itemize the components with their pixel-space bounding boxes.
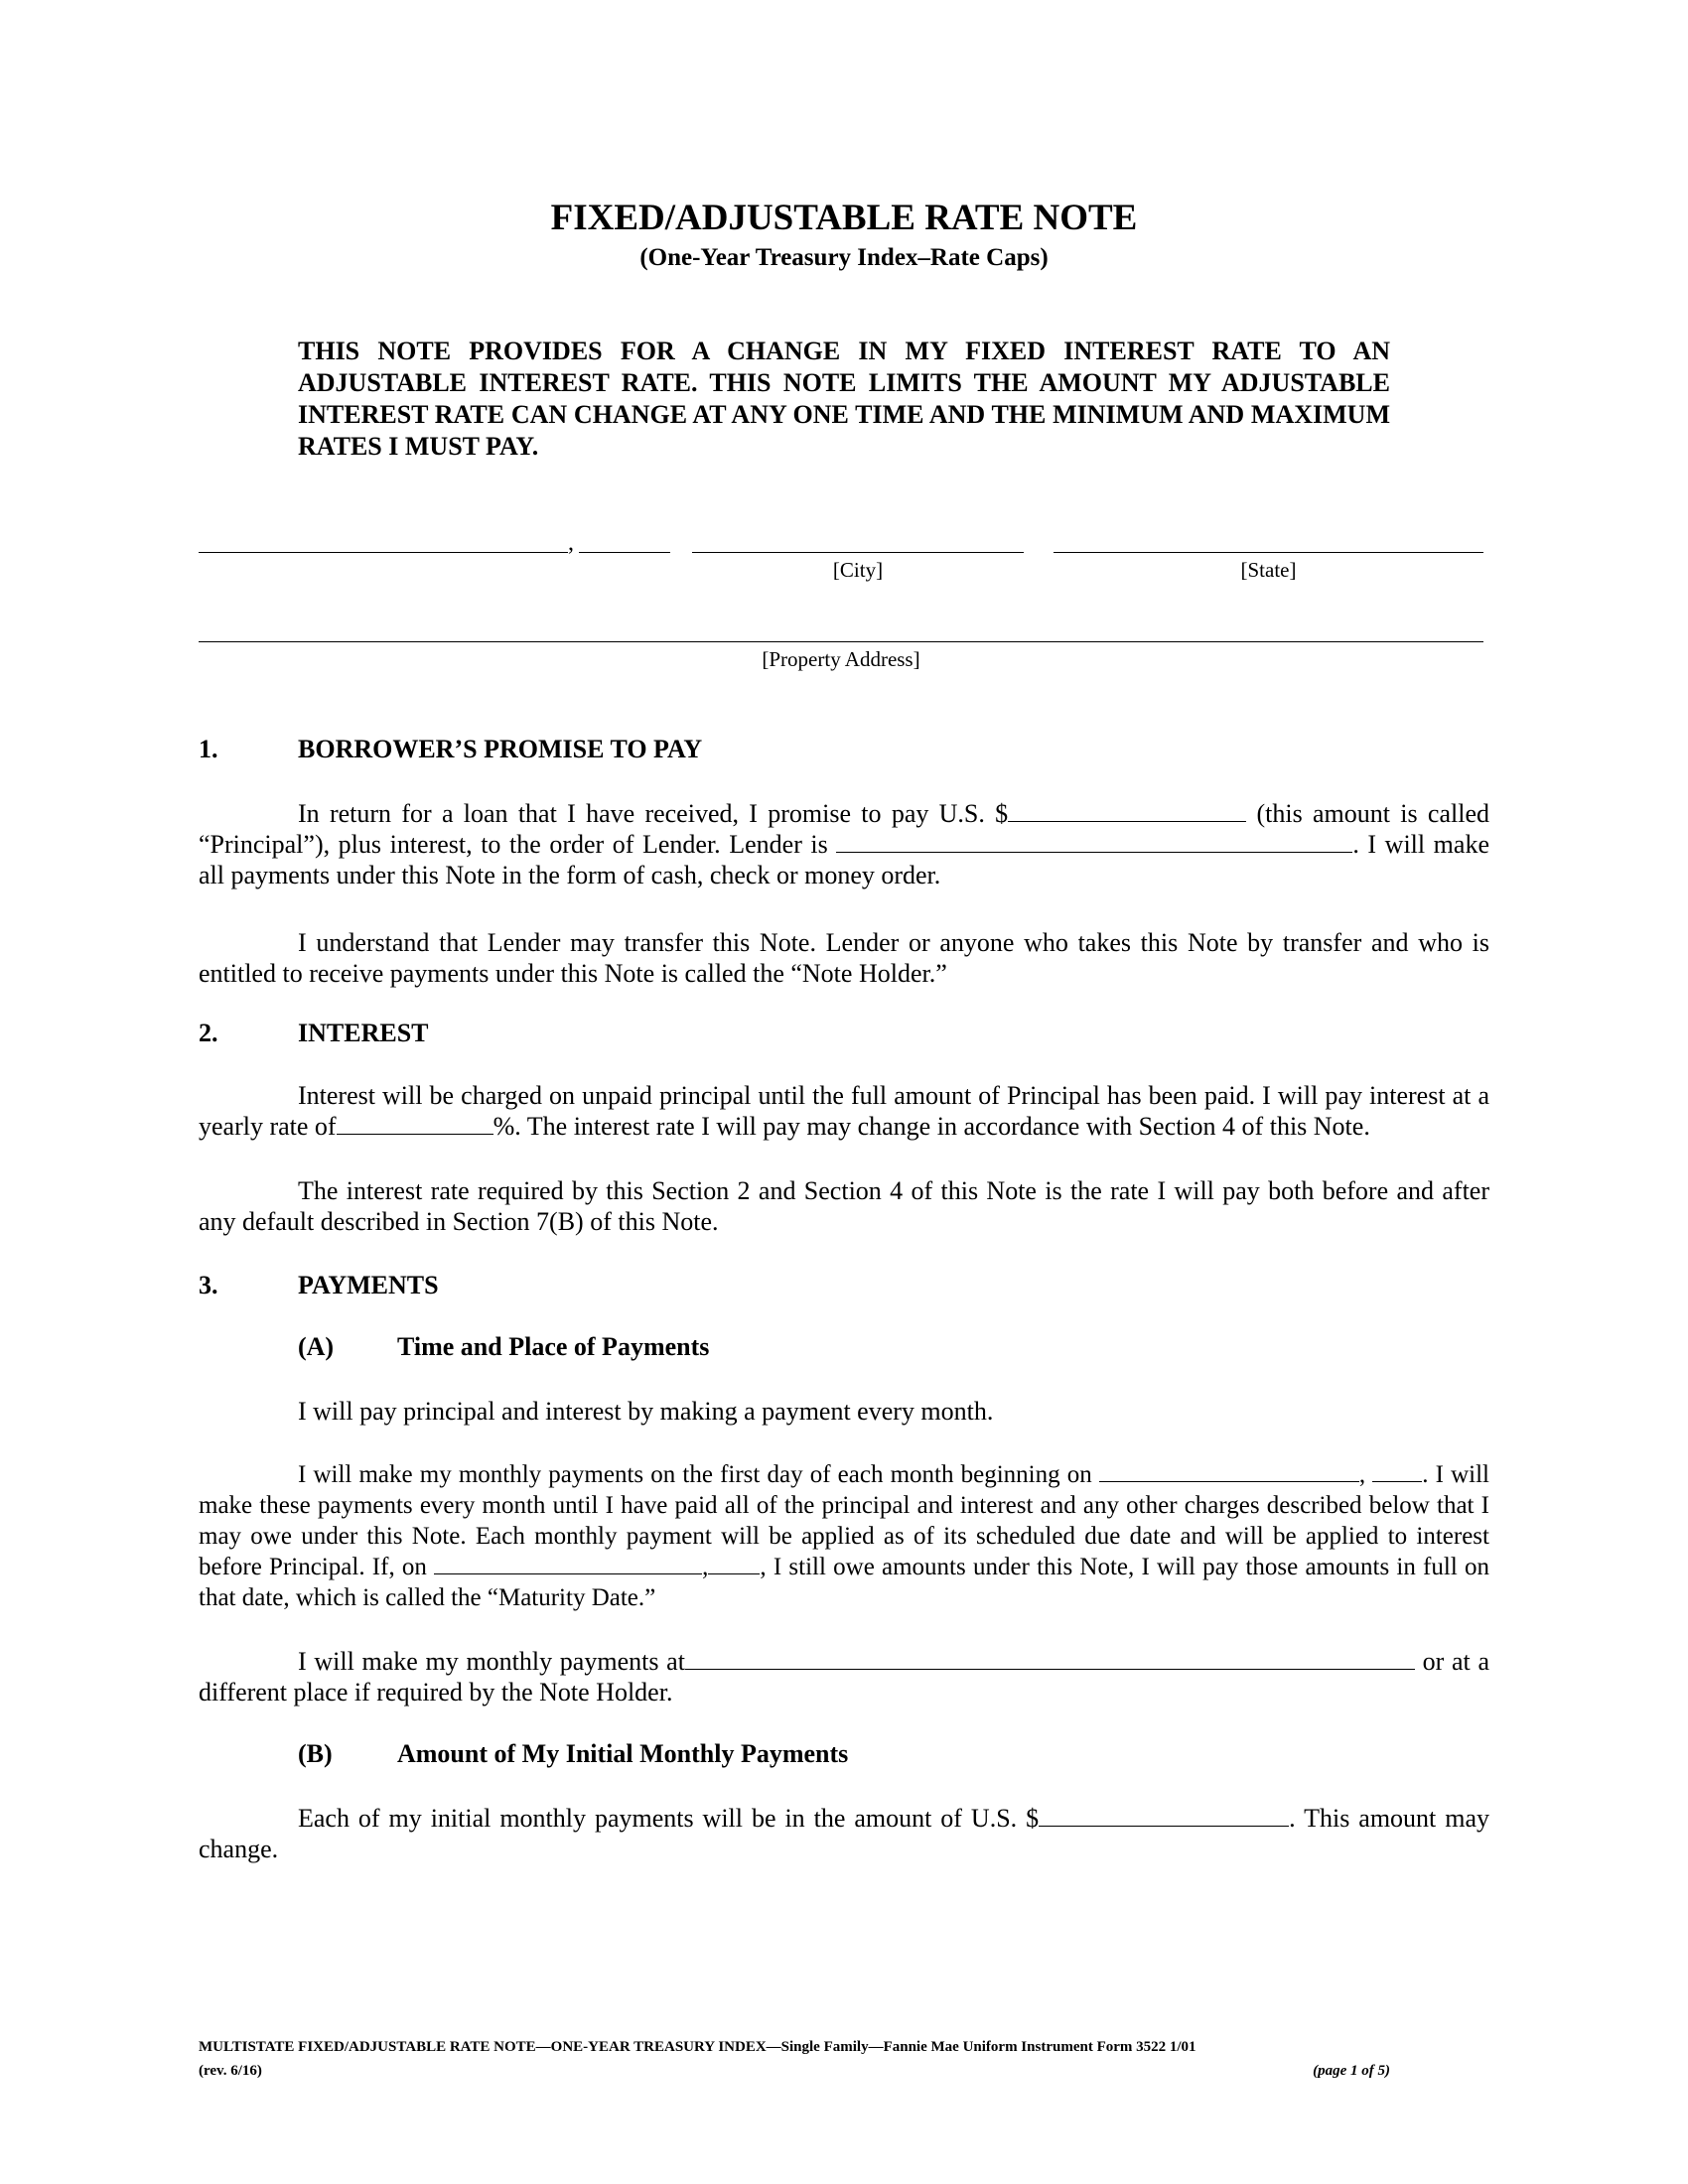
date-comma: , xyxy=(568,530,574,556)
section-3-number: 3. xyxy=(199,1271,218,1299)
section-3a-heading: Time and Place of Payments xyxy=(397,1332,710,1361)
lender-name-field[interactable] xyxy=(836,830,1352,853)
section-3b-label: (B) xyxy=(298,1739,333,1768)
page-number: (page 1 of 5) xyxy=(1313,2063,1390,2079)
interest-rate-field[interactable] xyxy=(337,1112,493,1135)
payment-place-field[interactable] xyxy=(685,1647,1415,1670)
document-subtitle: (One-Year Treasury Index–Rate Caps) xyxy=(639,244,1049,271)
first-payment-year-field[interactable] xyxy=(1372,1459,1422,1482)
property-address-label: [Property Address] xyxy=(762,647,920,671)
maturity-date-field[interactable] xyxy=(434,1552,702,1574)
initial-payment-amount-field[interactable] xyxy=(1039,1804,1289,1827)
section-2-paragraph-2: The interest rate required by this Section 2 and Section 4 of this Note is the rate I will pay both before and after any default described in Section 7(B) of this Note. xyxy=(199,1176,1489,1236)
principal-amount-field[interactable] xyxy=(1008,799,1246,822)
notice-paragraph: THIS NOTE PROVIDES FOR A CHANGE IN MY FIXED INTEREST RATE TO AN ADJUSTABLE INTEREST RATE. THIS NOTE LIMITS THE AMOUNT MY ADJUSTABLE INTEREST RATE CAN CHANGE AT ANY ONE TIME AND THE MINIMUM AND MAXIMUM RATES I MUST PAY. xyxy=(298,337,1390,461)
section-1-number: 1. xyxy=(199,735,218,763)
section-2-paragraph-1: Interest will be charged on unpaid principal until the full amount of Principal has been paid. I will pay interest at a yearly rate of %. The interest rate I will pay may change in accordance with Section 4 of this Note. xyxy=(199,1081,1489,1141)
date-field[interactable] xyxy=(199,552,568,553)
section-3b-heading: Amount of My Initial Monthly Payments xyxy=(397,1739,849,1768)
section-1-paragraph-2: I understand that Lender may transfer this Note. Lender or anyone who takes this Note by transfer and who is entitled to receive payments under this Note is called the “Note Holder.” xyxy=(199,928,1489,988)
section-1-heading: BORROWER’S PROMISE TO PAY xyxy=(298,735,703,763)
footer-rev-row xyxy=(199,2063,1390,2080)
state-label: [State] xyxy=(1240,558,1297,582)
first-payment-date-field[interactable] xyxy=(1099,1459,1359,1482)
section-2-number: 2. xyxy=(199,1019,218,1047)
maturity-year-field[interactable] xyxy=(708,1552,760,1574)
city-label: [City] xyxy=(832,558,884,582)
section-1-paragraph-1: In return for a loan that I have received, I promise to pay U.S. $ (this amount is called “Principal”), plus interest, to the order of Lender. Lender is . I will make all payments under this Note in the form of cash, check or money order. xyxy=(199,799,1489,889)
section-3b-paragraph-1: Each of my initial monthly payments will be in the amount of U.S. $ . This amount may change. xyxy=(199,1804,1489,1863)
state-field[interactable] xyxy=(1054,552,1483,553)
year-field[interactable] xyxy=(579,552,670,553)
section-3-heading: PAYMENTS xyxy=(298,1271,439,1299)
footer-revision: (rev. 6/16) xyxy=(199,2063,262,2079)
section-3a-label: (A) xyxy=(298,1332,335,1361)
document-title: FIXED/ADJUSTABLE RATE NOTE xyxy=(550,198,1138,238)
section-3a-paragraph-3: I will make my monthly payments at or at a different place if required by the Note Holder. xyxy=(199,1647,1489,1706)
section-2-heading: INTEREST xyxy=(298,1019,429,1047)
section-3a-paragraph-1: I will pay principal and interest by making a payment every month. xyxy=(298,1397,994,1426)
city-field[interactable] xyxy=(692,552,1024,553)
footer-form-line: MULTISTATE FIXED/ADJUSTABLE RATE NOTE—ONE-YEAR TREASURY INDEX—Single Family—Fannie Mae Uniform Instrument Form 3522 1/01 xyxy=(199,2039,1196,2055)
section-3a-paragraph-2: I will make my monthly payments on the first day of each month beginning on , . I will make these payments every month until I have paid all of the principal and interest and any other charges described below that I may owe under this Note. Each monthly payment will be applied as of its scheduled due date and will be applied to interest before Principal. If, on , , I still owe amounts under this Note, I will pay those amounts in full on that date, which is called the “Maturity Date.” xyxy=(199,1461,1490,1611)
property-address-field[interactable] xyxy=(199,641,1483,642)
